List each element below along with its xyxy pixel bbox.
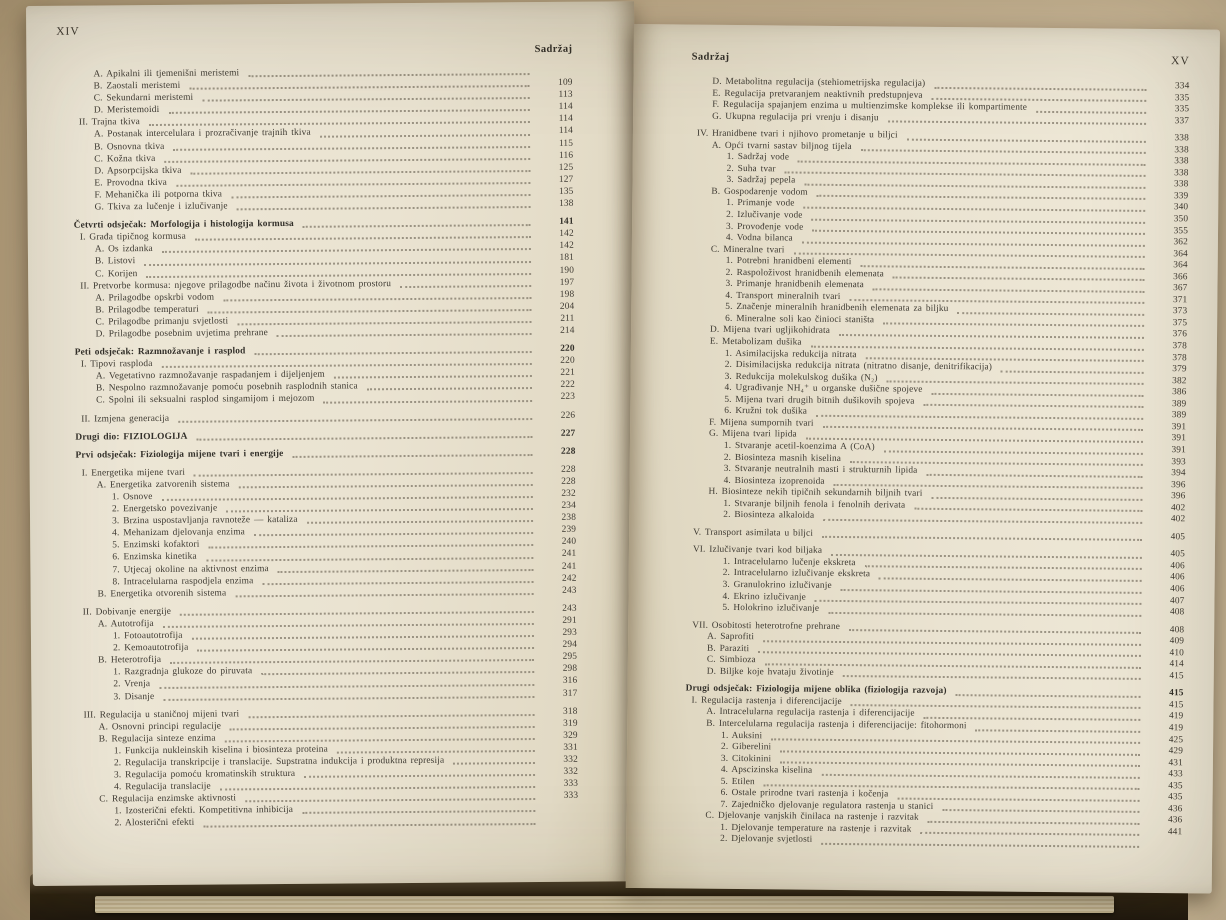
entry-label: 5. Holokrino izlučivanje: [722, 602, 820, 614]
toc-entry: [687, 527, 1185, 543]
entry-label: E. Metabolizam dušika: [709, 336, 802, 348]
entry-label: F. Mijena sumpornih tvari: [709, 417, 814, 429]
entry-page-number: 316: [562, 676, 578, 687]
entry-page-number: 293: [562, 627, 577, 638]
entry-label: Drugi odsječak: Fiziologija mijene oblika (fiziologija razvoja): [685, 683, 947, 697]
entry-page-number: 441: [1167, 827, 1183, 838]
entry-label: 4. Mehanizam djelovanja enzima: [112, 527, 246, 539]
entry-label: 4. Ekrino izlučivanje: [722, 591, 807, 603]
entry-page-number: 232: [561, 488, 576, 499]
dot-leader: [453, 762, 535, 765]
entry-label: 2. Djelovanje svjetlosti: [720, 834, 813, 846]
entry-page-number: 405: [1170, 531, 1186, 543]
entry-page-number: 378: [1172, 341, 1187, 352]
entry-page-number: 435: [1168, 780, 1183, 792]
entry-label: 1. Asimilacijska redukcija nitrata: [724, 348, 857, 360]
entry-label: VII. Osobitosti heterotrofne prehrane: [692, 620, 841, 632]
left-page: [26, 1, 641, 886]
dot-leader: [400, 285, 531, 288]
entry-page-number: 406: [1170, 584, 1185, 595]
entry-label: 4. Transport mineralnih tvari: [725, 290, 841, 302]
toc-entry: [78, 814, 578, 830]
entry-page-number: 389: [1171, 410, 1187, 421]
entry-label: IV. Hranidbene tvari i njihovo prometanje u biljci: [696, 128, 898, 141]
entry-label: 6. Ostale prirodne tvari rastenja i kočenja: [720, 788, 889, 800]
entry-page-number: 234: [561, 500, 576, 511]
entry-label: 3. Granulokrino izlučivanje: [722, 579, 832, 591]
entry-label: 2. Alosterični efekti: [114, 818, 195, 829]
dot-leader: [237, 206, 531, 210]
entry-page-number: 355: [1173, 225, 1189, 236]
entry-page-number: 239: [561, 524, 577, 536]
entry-page-number: 114: [558, 114, 573, 125]
dot-leader: [888, 121, 1146, 125]
entry-label: 1. Djelovanje temperature na rastenje i razvitak: [720, 822, 912, 835]
entry-page-number: 241: [561, 549, 577, 560]
entry-label: 4. Apscizinska kiselina: [720, 765, 813, 776]
entry-label: C. Korijen: [95, 268, 138, 279]
toc-entry: [74, 198, 574, 214]
entry-page-number: 415: [1169, 700, 1184, 711]
entry-label: Drugi dio: FIZIOLOGIJA: [75, 431, 188, 443]
entry-label: D. Biljke koje hvataju životinje: [706, 666, 834, 678]
entry-page-number: 125: [558, 162, 574, 173]
entry-page-number: 116: [558, 150, 574, 161]
entry-page-number: 406: [1170, 561, 1185, 572]
right-page: [626, 24, 1220, 894]
entry-label: 1. Intracelularno lučenje ekskreta: [722, 556, 856, 569]
entry-page-number: 331: [563, 742, 578, 753]
entry-page-number: 338: [1174, 179, 1189, 190]
entry-label: A. Energetika zatvorenih sistema: [96, 479, 230, 491]
entry-page-number: 407: [1170, 595, 1185, 606]
entry-label: G. Mijena tvari lipida: [709, 429, 797, 440]
entry-page-number: 135: [558, 186, 574, 197]
entry-label: II. Pretvorbe kormusa: njegove prilagodbe načinu života i životnom prostoru: [80, 278, 392, 292]
entry-label: E. Provodna tkiva: [94, 177, 168, 189]
entry-label: 3. Citokinini: [720, 753, 772, 764]
toc-entry: [75, 409, 575, 425]
entry-page-number: 142: [559, 228, 574, 240]
dot-leader: [292, 454, 532, 458]
entry-page-number: 410: [1169, 647, 1185, 659]
entry-page-number: 214: [560, 325, 575, 336]
entry-label: 2. Biosinteza alkaloida: [723, 510, 815, 521]
entry-page-number: 425: [1168, 734, 1184, 745]
entry-label: 3. Primanje hranidbenih elemenata: [725, 279, 865, 291]
entry-page-number: 198: [559, 289, 575, 300]
entry-label: II. Izmjena generacija: [81, 413, 170, 425]
entry-label: I. Tipovi rasploda: [80, 359, 153, 370]
entry-label: B. Energetika otvorenih sistema: [97, 588, 227, 600]
entry-page-number: 298: [562, 664, 578, 675]
entry-page-number: 419: [1168, 723, 1184, 734]
entry-label: 7. Zajedničko djelovanje regulatora rastenja u stanici: [720, 799, 934, 812]
entry-page-number: 335: [1174, 104, 1190, 115]
right-page-header: [692, 51, 1190, 68]
entry-page-number: 378: [1172, 352, 1187, 363]
dot-leader: [307, 520, 533, 524]
toc-entry: [75, 325, 575, 341]
entry-label: 1. Stvaranje biljnih fenola i fenolnih derivata: [723, 498, 906, 511]
dot-leader: [337, 750, 535, 754]
entry-page-number: 294: [562, 639, 578, 650]
entry-page-number: 335: [1174, 92, 1190, 103]
entry-label: B. Heterotrofija: [98, 655, 162, 666]
entry-label: 2. Biosinteza masnih kiselina: [723, 452, 842, 464]
entry-page-number: 227: [560, 428, 576, 439]
entry-label: F. Mehanička ili potporna tkiva: [94, 189, 223, 201]
entry-label: 2. Suha tvar: [726, 163, 776, 175]
entry-page-number: 414: [1169, 659, 1184, 670]
entry-page-number: 376: [1172, 329, 1188, 340]
entry-page-number: 389: [1171, 398, 1187, 410]
entry-label: H. Biosinteze nekih tipičnih sekundarnih biljnih tvari: [708, 486, 923, 499]
dot-leader: [303, 224, 531, 228]
entry-label: Četvrti odsječak: Morfologija i histologija kormusa: [73, 219, 294, 231]
entry-page-number: 211: [560, 313, 575, 324]
entry-page-number: 204: [559, 301, 575, 312]
entry-page-number: 405: [1170, 549, 1185, 560]
entry-label: D. Mijena tvari ugljikohidrata: [710, 325, 831, 337]
entry-label: 1. Osnove: [111, 492, 153, 503]
entry-label: 1. Funkcija nukleinskih kiselina i biosinteza proteina: [113, 744, 328, 757]
entry-page-number: 332: [563, 754, 578, 765]
entry-label: I. Energetika mijene tvari: [81, 467, 186, 479]
entry-page-number: 241: [561, 561, 577, 572]
entry-page-number: 228: [561, 476, 576, 487]
entry-page-number: 406: [1170, 572, 1185, 583]
entry-label: F. Regulacija spajanjem enzima u multienzimske komplekse ili kompartimente: [712, 99, 1028, 113]
entry-label: C. Mineralne tvari: [710, 244, 785, 256]
entry-page-number: 220: [560, 355, 575, 366]
entry-label: E. Regulacija pretvaranjem neaktivnih predstupnjeva: [712, 88, 923, 101]
entry-label: 2. Izlučivanje vode: [726, 209, 803, 221]
entry-page-number: 238: [561, 512, 577, 523]
dot-leader: [197, 436, 533, 441]
dot-leader: [302, 810, 535, 814]
entry-page-number: 226: [560, 410, 576, 421]
toc-entry: [77, 687, 577, 703]
entry-page-number: 338: [1174, 133, 1189, 144]
entry-label: D. Meristemoidi: [93, 105, 160, 116]
entry-label: C. Prilagodbe primanju svjetlosti: [95, 316, 229, 328]
entry-label: 6. Kružni tok dušika: [724, 406, 808, 417]
entry-label: B. Nespolno razmnožavanje pomoću posebnih rasplodnih stanica: [95, 381, 358, 394]
entry-label: A. Autotrofija: [97, 618, 154, 630]
entry-page-number: 367: [1173, 283, 1188, 294]
entry-page-number: 339: [1173, 191, 1189, 202]
entry-page-number: 393: [1171, 456, 1186, 467]
entry-label: 5. Etilen: [720, 776, 755, 787]
entry-label: 1. Izosterični efekti. Kompetitivna inhibicija: [114, 805, 294, 817]
running-header: Sadržaj: [534, 43, 573, 56]
dot-leader: [203, 823, 535, 828]
entry-page-number: 338: [1174, 144, 1189, 156]
entry-page-number: 291: [562, 615, 577, 626]
entry-page-number: 402: [1170, 514, 1186, 525]
entry-label: D. Metabolitna regulacija (stehiometrijska regulacija): [712, 76, 926, 89]
toc-list: [72, 65, 578, 830]
entry-label: I. Regulacija rastenja i diferencijacije: [691, 695, 842, 707]
entry-label: D. Prilagodbe posebnim uvjetima prehrane: [95, 328, 268, 340]
entry-label: V. Transport asimilata u biljci: [693, 527, 814, 539]
entry-page-number: 419: [1168, 711, 1184, 722]
folio-page-number: XV: [1170, 55, 1190, 68]
toc-entry: [77, 584, 577, 600]
dot-leader: [823, 519, 1142, 524]
entry-page-number: 333: [563, 778, 579, 789]
entry-page-number: 379: [1172, 364, 1187, 375]
dot-leader: [334, 375, 532, 379]
entry-page-number: 340: [1173, 202, 1189, 213]
entry-page-number: 228: [561, 464, 576, 475]
entry-label: 3. Brzina uspostavljanja ravnoteže — kataliza: [112, 515, 298, 527]
entry-label: III. Regulacija u staničnoj mijeni tvari: [83, 708, 240, 721]
entry-page-number: 333: [563, 790, 579, 802]
entry-label: 1. Sadržaj vode: [726, 152, 790, 163]
dot-leader: [304, 774, 535, 778]
entry-page-number: 197: [559, 277, 575, 288]
entry-label: B. Gospodarenje vodom: [711, 186, 808, 198]
entry-label: A. Vegetativno razmnožavanje raspadanjem i dijeljenjem: [95, 369, 325, 382]
dot-leader: [843, 675, 1141, 680]
entry-label: 2. Intracelularno izlučivanje ekskreta: [722, 568, 871, 580]
entry-page-number: 114: [558, 101, 573, 113]
entry-label: A. Os izdanka: [94, 244, 153, 255]
entry-label: Prvi odsječak: Fiziologija mijene tvari i energije: [75, 448, 284, 461]
entry-page-number: 113: [558, 89, 573, 101]
entry-page-number: 334: [1174, 81, 1190, 92]
entry-page-number: 114: [558, 126, 574, 137]
entry-page-number: 317: [562, 688, 578, 699]
entry-label: 2. Regulacija transkripcije i translacije. Supstratna indukcija i produktna represija: [113, 755, 445, 769]
entry-label: B. Prilagodbe temperaturi: [95, 304, 199, 316]
entry-page-number: 375: [1172, 318, 1188, 329]
entry-page-number: 242: [561, 573, 577, 584]
entry-label: B. Osnovna tkiva: [94, 141, 165, 153]
entry-label: B. Zaostali meristemi: [93, 80, 181, 92]
entry-page-number: 319: [563, 718, 578, 729]
entry-label: 3. Disanje: [113, 691, 155, 702]
entry-page-number: 409: [1169, 636, 1185, 647]
dot-leader: [367, 387, 532, 390]
entry-label: II. Dobivanje energije: [82, 606, 172, 618]
entry-page-number: 391: [1171, 433, 1187, 444]
dot-leader: [956, 694, 1141, 698]
entry-page-number: 223: [560, 392, 576, 403]
entry-page-number: 240: [561, 537, 577, 548]
entry-page-number: 332: [563, 766, 579, 777]
entry-page-number: 415: [1169, 688, 1184, 699]
entry-page-number: 436: [1168, 803, 1183, 815]
entry-label: C. Regulacija enzimske aktivnosti: [99, 793, 237, 805]
entry-page-number: 350: [1173, 214, 1189, 225]
entry-label: 7. Utjecaj okoline na aktivnost enzima: [112, 563, 269, 575]
entry-page-number: 221: [560, 367, 575, 379]
entry-page-number: 141: [559, 216, 574, 227]
entry-label: G. Ukupna regulacija pri vrenju i disanju: [712, 111, 879, 123]
entry-label: 1. Primanje vode: [726, 198, 795, 210]
entry-label: C. Kožna tkiva: [94, 153, 156, 165]
entry-page-number: 228: [560, 446, 576, 457]
entry-page-number: 329: [563, 730, 578, 741]
toc-list: [684, 77, 1189, 851]
dot-leader: [1036, 111, 1146, 114]
entry-page-number: 222: [560, 380, 576, 391]
entry-page-number: 396: [1171, 491, 1186, 502]
entry-label: 4. Regulacija translacije: [114, 781, 211, 793]
toc-entry: [75, 445, 575, 461]
entry-page-number: 408: [1169, 624, 1185, 635]
entry-page-number: 220: [560, 343, 575, 354]
dot-leader: [235, 593, 533, 597]
entry-label: C. Sekundarni meristemi: [93, 92, 194, 104]
entry-label: 2. Raspoloživost hranidbenih elemenata: [725, 267, 884, 280]
entry-label: C. Simbioza: [706, 654, 756, 666]
entry-label: C. Spolni ili seksualni rasplod singamijom i mejozom: [96, 394, 315, 406]
entry-label: 3. Redukcija molekulskog dušika (N₂): [724, 371, 878, 384]
entry-label: 2. Energetsko povezivanje: [111, 503, 218, 515]
entry-page-number: 408: [1169, 607, 1185, 618]
entry-label: 1. Fotoautotrofija: [112, 630, 183, 642]
entry-label: Peti odsječak: Razmnožavanje i rasplod: [74, 346, 246, 358]
entry-page-number: 433: [1168, 769, 1183, 780]
entry-label: B. Intercelularna regulacija rastenja i diferencijacije: fitohormoni: [706, 718, 967, 732]
entry-label: 3. Regulacija pomoću kromatinskih struktura: [114, 768, 296, 781]
entry-label: A. Opći tvarni sastav biljnog tijela: [711, 140, 852, 152]
dot-leader: [976, 729, 1141, 733]
entry-page-number: 295: [562, 651, 578, 663]
entry-label: C. Djelovanje vanjskih činilaca na rastenje i razvitak: [705, 811, 919, 824]
entry-label: B. Listovi: [94, 256, 136, 267]
entry-page-number: 402: [1170, 502, 1186, 514]
entry-page-number: 429: [1168, 746, 1184, 757]
entry-label: 2. Disimilacijska redukcija nitrata (nitratno disanje, denitrifikacija): [724, 360, 993, 373]
entry-label: 4. Ugrađivanje NH₄⁺ u organske dušične spojeve: [724, 383, 923, 396]
entry-page-number: 431: [1168, 757, 1183, 768]
entry-page-number: 337: [1174, 115, 1190, 126]
entry-page-number: 382: [1172, 375, 1187, 386]
entry-label: 3. Sadržaj pepela: [726, 175, 796, 186]
folio-page-number: XIV: [56, 25, 80, 38]
entry-page-number: 109: [558, 77, 573, 88]
entry-label: I. Građa tipičnog kormusa: [79, 231, 186, 243]
entry-page-number: 318: [563, 706, 578, 717]
dot-leader: [277, 333, 532, 337]
entry-page-number: 190: [559, 265, 575, 276]
dot-leader: [828, 612, 1141, 617]
dot-leader: [324, 400, 533, 404]
entry-label: 3. Provođenje vode: [726, 221, 804, 233]
dot-leader: [163, 696, 534, 701]
entry-page-number: 364: [1173, 248, 1188, 259]
entry-label: VI. Izlučivanje tvari kod biljaka: [692, 544, 823, 557]
dot-leader: [178, 418, 532, 423]
entry-label: 8. Intracelularna raspodjela enzima: [112, 575, 254, 587]
entry-label: 1. Stvaranje acetil-koenzima A (CoA): [723, 440, 875, 453]
dot-leader: [957, 312, 1144, 316]
entry-label: A. Intracelularna regulacija rastenja i diferencijacije: [706, 707, 915, 720]
entry-page-number: 391: [1171, 422, 1187, 433]
entry-label: 2. Kemoautotrofija: [113, 642, 189, 654]
entry-label: D. Apsorpcijska tkiva: [94, 165, 182, 177]
entry-page-number: 394: [1171, 468, 1186, 479]
entry-label: 5. Značenje mineralnih hranidbenih elemenata za biljku: [725, 302, 949, 315]
left-page-header: [56, 22, 572, 38]
entry-page-number: 127: [558, 174, 574, 185]
entry-page-number: 142: [559, 241, 574, 252]
entry-label: 6. Mineralne soli kao činioci staništa: [725, 313, 875, 326]
entry-label: 6. Enzimska kinetika: [112, 552, 197, 563]
entry-page-number: 338: [1174, 168, 1189, 179]
entry-page-number: 338: [1174, 156, 1189, 167]
entry-label: B. Paraziti: [706, 643, 750, 654]
entry-label: II. Trajna tkiva: [78, 117, 140, 128]
entry-page-number: 138: [559, 198, 574, 209]
entry-label: G. Tkiva za lučenje i izlučivanje: [94, 201, 228, 213]
entry-label: 1. Razgradnja glukoze do piruvata: [113, 666, 253, 678]
toc-entry: [75, 427, 575, 443]
entry-label: 1. Auksini: [721, 730, 763, 741]
dot-leader: [320, 134, 530, 138]
entry-label: 5. Mijena tvari drugih bitnih dušikovih spojeva: [724, 394, 915, 407]
dot-leader: [822, 536, 1142, 541]
entry-label: A. Apikalni ili tjemenišni meristemi: [93, 68, 240, 80]
entry-page-number: 435: [1168, 792, 1183, 803]
entry-label: 1. Potrebni hranidbeni elementi: [725, 256, 852, 268]
entry-label: 4. Biosinteza izoprenoida: [723, 475, 825, 487]
entry-label: 2. Giberelini: [721, 741, 772, 753]
entry-label: 4. Vodna bilanca: [725, 233, 793, 244]
entry-label: A. Prilagodbe opskrbi vodom: [95, 292, 215, 304]
entry-page-number: 115: [558, 138, 574, 149]
running-header: Sadržaj: [691, 51, 730, 63]
entry-label: A. Saprofiti: [707, 631, 755, 643]
entry-label: 3. Stvaranje neutralnih masti i strukturnih lipida: [723, 463, 918, 476]
toc-entry: [75, 391, 575, 407]
entry-label: B. Regulacija sinteze enzima: [98, 733, 216, 745]
entry-label: A. Osnovni principi regulacije: [98, 721, 222, 733]
entry-label: 2. Vrenja: [113, 679, 151, 690]
dot-leader: [821, 843, 1139, 848]
entry-page-number: 364: [1173, 260, 1188, 271]
entry-page-number: 415: [1169, 670, 1184, 682]
entry-page-number: 366: [1173, 271, 1188, 283]
entry-page-number: 373: [1172, 306, 1188, 317]
entry-page-number: 436: [1167, 815, 1183, 826]
entry-page-number: 371: [1172, 295, 1188, 306]
entry-page-number: 362: [1173, 237, 1188, 248]
entry-label: 5. Enzimski kofaktori: [112, 540, 200, 551]
dot-leader: [1001, 370, 1144, 373]
entry-page-number: 391: [1171, 445, 1186, 456]
page-block-fore-edge: [95, 896, 1114, 913]
entry-label: A. Postanak intercelulara i prozračivanje trajnih tkiva: [93, 128, 311, 140]
entry-page-number: 386: [1172, 387, 1187, 398]
entry-page-number: 243: [562, 603, 577, 614]
entry-page-number: 243: [562, 585, 577, 596]
entry-page-number: 396: [1171, 479, 1186, 490]
entry-page-number: 181: [559, 253, 575, 264]
